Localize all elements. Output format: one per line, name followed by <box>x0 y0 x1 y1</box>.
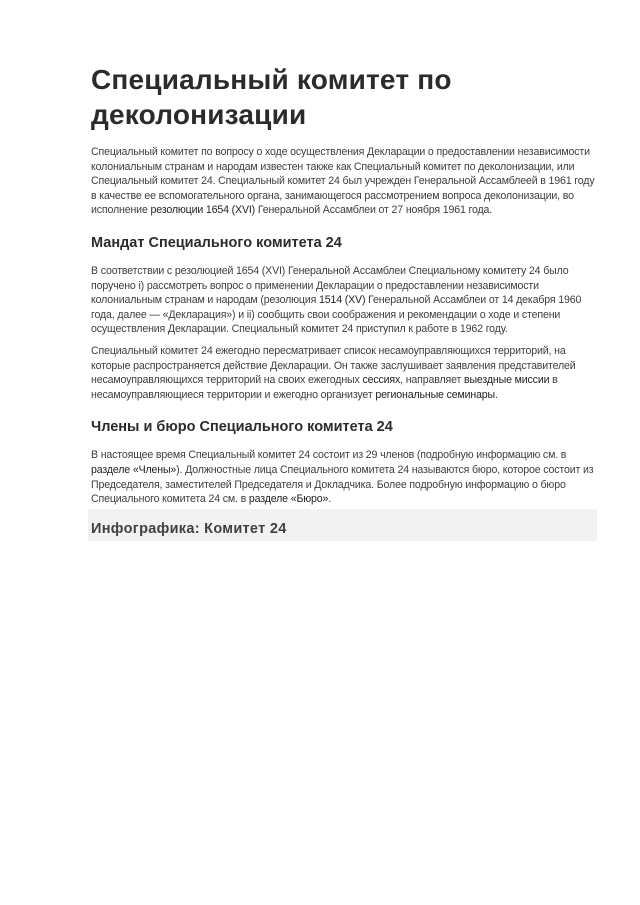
mandate-text-2: Генеральной Ассамблеи от 14 декабря 1960 года, далее — «Декларация») и ii) сообщить свои соображения и рекомендации о ходе и степени осуществления Декларации. Специальный комитет 24 приступил к работе в 1962 году. <box>91 294 582 336</box>
mandate-heading: Мандат Специального комитета 24 <box>91 234 342 251</box>
regional-seminars-link[interactable]: региональные семинары <box>375 388 496 401</box>
mandate2-text-2: , направляет <box>400 374 464 387</box>
infographic-heading: Инфографика: Комитет 24 <box>91 520 287 537</box>
members-text-3: . <box>328 493 332 506</box>
mandate2-text-3: в несамоуправляющиеся территории и ежегодно организует <box>91 374 558 401</box>
intro-text-1: Специальный комитет по вопросу о ходе осуществления Декларации о предоставлении независимости колониальным странам и народам известен также как Специальный комитет по деколонизации, или Специальный комитет 24. Специальный комитет 24 был учрежден Генеральной Ассамблеей в 1961 году в качестве ее вспомогательного органа, занимающегося рассмотрением вопроса деколонизации, во исполнение <box>91 146 595 217</box>
members-heading: Члены и бюро Специального комитета 24 <box>91 419 393 436</box>
page-title: Специальный комитет по деколонизации <box>91 64 452 130</box>
intro-text-2: Генеральной Ассамблеи от 27 ноября 1961 года. <box>255 204 493 217</box>
members-paragraph <box>91 448 597 506</box>
visiting-missions-link[interactable]: выездные миссии <box>463 374 550 387</box>
intro-paragraph <box>91 145 597 218</box>
members-text-1: В настоящее время Специальный комитет 24 состоит из 29 членов (подробную информацию см. в <box>91 449 567 462</box>
sessions-link[interactable]: сессиях <box>362 374 401 387</box>
mandate2-text-4: . <box>495 388 498 401</box>
infographic-section <box>88 509 597 541</box>
mandate-paragraph-2 <box>91 344 597 402</box>
resolution-1514-link[interactable]: 1514 (XV) <box>318 294 366 307</box>
mandate-paragraph-1 <box>91 264 597 337</box>
mandate2-text-1: Специальный комитет 24 ежегодно пересматривает список несамоуправляющихся территорий, на которые распространяется действие Декларации. Он также заслушивает заявления представителей несамоуправляющихся территорий на своих ежегодных <box>91 344 576 387</box>
document-page <box>91 62 597 541</box>
members-text-2: ). Должностные лица Специального комитета 24 называются бюро, которое состоит из Председателя, заместителей Председателя и Докладчика. Более подробную информацию о бюро Специального комитета 24 см. в <box>91 463 594 506</box>
resolution-1654-link[interactable]: резолюции 1654 (XVI) <box>150 204 256 217</box>
mandate-text-1: В соответствии с резолюцией 1654 (XVI) Генеральной Ассамблеи Специальному комитету 24 было поручено i) рассмотреть вопрос о применении Декларации о предоставлении независимости колониальным странам и народам (резолюция <box>91 264 569 307</box>
members-section-link[interactable]: разделе «Члены» <box>91 463 177 476</box>
bureau-section-link[interactable]: разделе «Бюро» <box>248 493 329 506</box>
